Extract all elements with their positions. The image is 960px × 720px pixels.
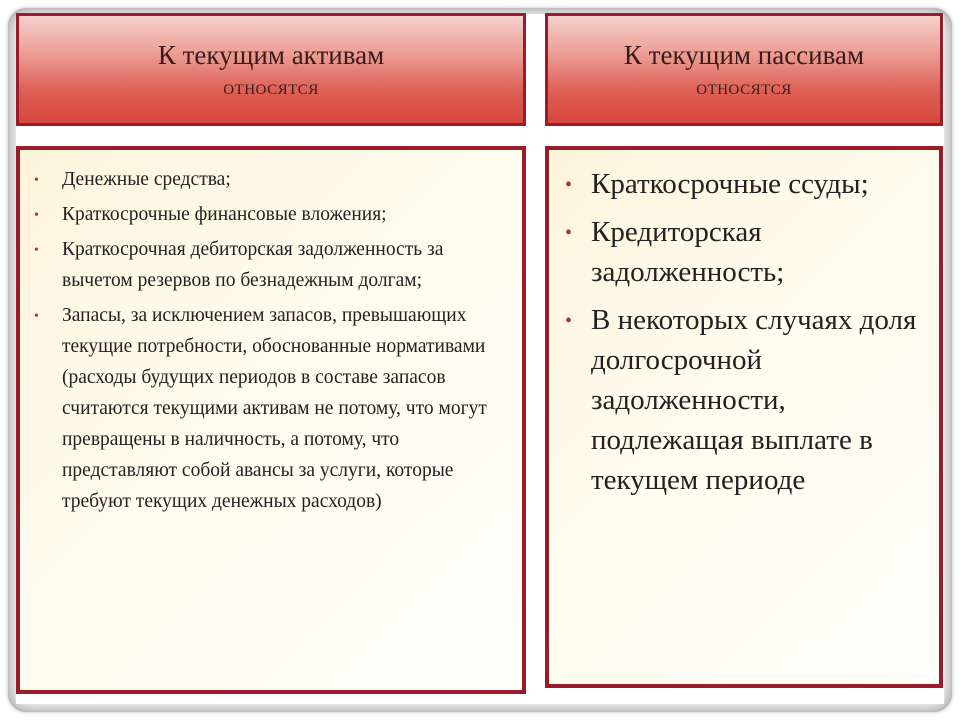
bullet-dot-icon: • [565,310,573,332]
list-item [561,300,927,500]
list-item [30,164,512,195]
list-item [561,212,927,292]
list-item-text: Запасы, за исключением запасов, превышающих текущие потребности, обоснованные нормативами (расходы будущих периодов в составе запасов считаются текущими активам не потому, что могут превращены в наличность, а потому, что представляют собой авансы за услуги, которые требуют текущих денежных расходов) [62,305,487,512]
current-liabilities-subtitle: относятся [696,73,792,99]
bullet-dot-icon: • [565,222,573,244]
current-liabilities-title: К текущим пассивам [623,39,865,70]
bullet-dot-icon: • [34,208,39,223]
list-item [30,234,512,296]
list-item-text: Денежные средства; [62,169,231,190]
bullet-dot-icon: • [34,243,39,258]
current-assets-list-box [16,146,526,694]
current-liabilities-list [549,150,939,500]
current-liabilities-list-box [545,146,943,688]
list-item-text: Краткосрочные финансовые вложения; [62,204,387,225]
list-item [561,164,927,204]
list-item-text: Краткосрочная дебиторская задолженность за вычетом резервов по безнадежным долгам; [62,239,444,291]
list-item-text: Кредиторская задолженность; [591,216,785,288]
current-liabilities-header [545,13,943,126]
list-item-text: Краткосрочные ссуды; [591,168,869,200]
current-assets-title: К текущим активам [157,39,385,70]
list-item-text: В некоторых случаях доля долгосрочной задолженности, подлежащая выплате в текущем периоде [591,304,917,496]
bullet-dot-icon: • [565,174,573,196]
list-item [30,199,512,230]
bullet-dot-icon: • [34,309,39,324]
bullet-dot-icon: • [34,173,39,188]
current-assets-header [16,13,526,126]
current-assets-subtitle: относятся [223,73,319,99]
list-item [30,300,512,517]
current-assets-list [20,150,522,517]
